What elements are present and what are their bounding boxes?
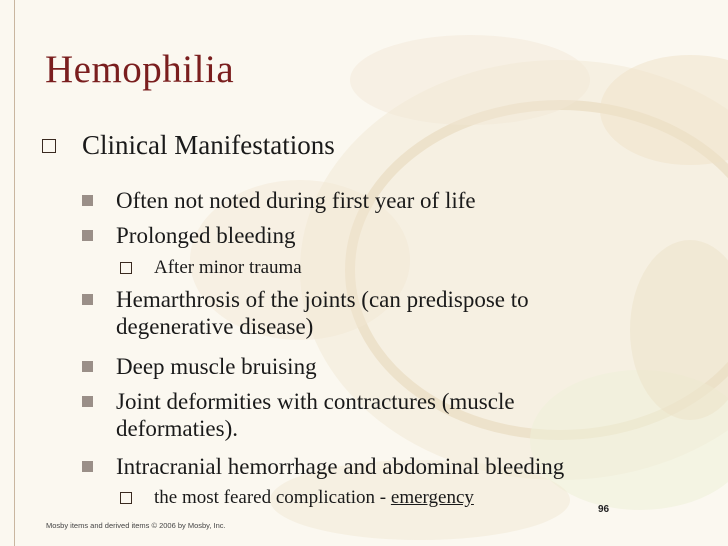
list-item [82,388,616,442]
square-bullet-icon [82,461,93,472]
list-item-text: Joint deformities with contractures (muscle deformaties). [116,389,515,441]
complication-text: the most feared complication - [154,487,391,508]
square-bullet-icon [82,195,93,206]
list-item-text: Hemarthrosis of the joints (can predispose to degenerative disease) [116,287,529,339]
list-item-text: Deep muscle bruising [116,354,317,379]
list-item-text: Prolonged bleeding [116,223,296,248]
slide-title: Hemophilia [45,48,235,91]
page-number: 96 [598,504,610,515]
square-bullet-icon [82,294,93,305]
heading-text: Clinical Manifestations [82,130,335,160]
left-border-line [14,0,15,546]
hollow-square-bullet-icon [120,262,132,274]
square-bullet-icon [82,361,93,372]
hollow-square-bullet-icon [120,492,132,504]
list-item [82,353,317,380]
hollow-square-bullet-icon [42,139,56,153]
list-item [82,286,636,340]
list-item-text: Intracranial hemorrhage and abdominal bleeding [116,454,565,479]
sub-list-item [120,487,474,509]
sub-list-item-text: After minor trauma [154,257,302,278]
copyright-footer: Mosby items and derived items © 2006 by Mosby, Inc. [46,521,226,530]
list-item-text: Often not noted during first year of life [116,188,476,213]
sub-list-item [120,257,302,279]
list-item [82,453,564,480]
square-bullet-icon [82,230,93,241]
list-item [82,187,476,214]
sub-list-item-text [154,487,474,509]
list-item [82,222,296,249]
heading-row [42,130,335,161]
emergency-text: emergency [390,487,474,508]
square-bullet-icon [82,396,93,407]
